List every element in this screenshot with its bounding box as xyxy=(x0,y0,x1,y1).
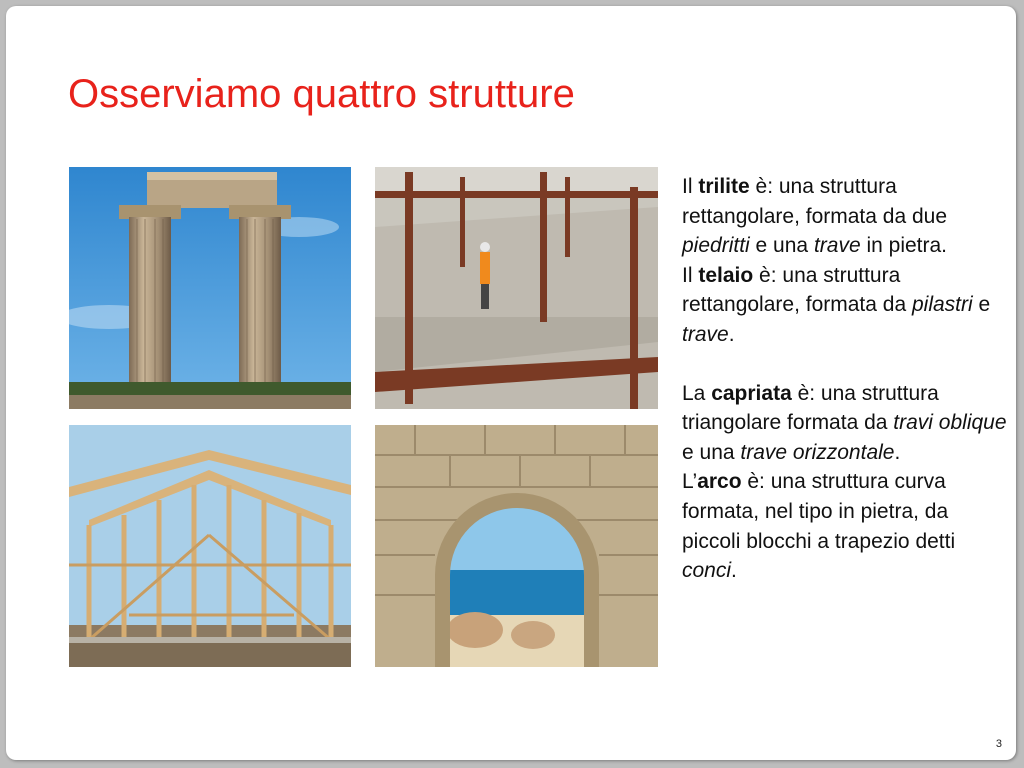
term-telaio: telaio xyxy=(698,263,754,287)
term-trave-orizzontale: trave orizzontale xyxy=(740,440,895,464)
description-text xyxy=(682,172,1007,586)
telaio-paragraph: Il telaio è: una struttura rettangolare, formata da pilastri e trave. xyxy=(682,263,991,346)
paragraph-gap xyxy=(682,350,1007,379)
telaio-photo xyxy=(375,167,658,409)
term-trave: trave xyxy=(813,234,861,258)
slide xyxy=(6,6,1016,760)
term-conci: conci xyxy=(682,559,732,583)
arco-photo xyxy=(375,425,658,667)
term-capriata: capriata xyxy=(711,381,792,405)
arco-paragraph: L’arco è: una struttura curva formata, nel tipo in pietra, da piccoli blocchi a trapezio detti conci. xyxy=(682,470,956,583)
term-piedritti: piedritti xyxy=(682,234,750,258)
page-number: 3 xyxy=(995,738,1002,750)
term-trave-2: trave xyxy=(682,322,729,346)
trilite-photo xyxy=(69,167,351,409)
slide-title: Osserviamo quattro strutture xyxy=(68,72,575,116)
term-trilite: trilite xyxy=(698,175,750,198)
capriata-photo xyxy=(69,425,351,667)
term-arco: arco xyxy=(697,470,742,494)
term-pilastri: pilastri xyxy=(911,293,973,317)
trilite-paragraph: Il trilite è: una struttura rettangolare, formata da due piedritti e una trave in pietra. xyxy=(682,175,948,258)
term-travi-oblique: travi oblique xyxy=(893,411,1007,435)
capriata-paragraph: La capriata è: una struttura triangolare formata da travi oblique e una trave orizzontale. xyxy=(682,381,1007,464)
